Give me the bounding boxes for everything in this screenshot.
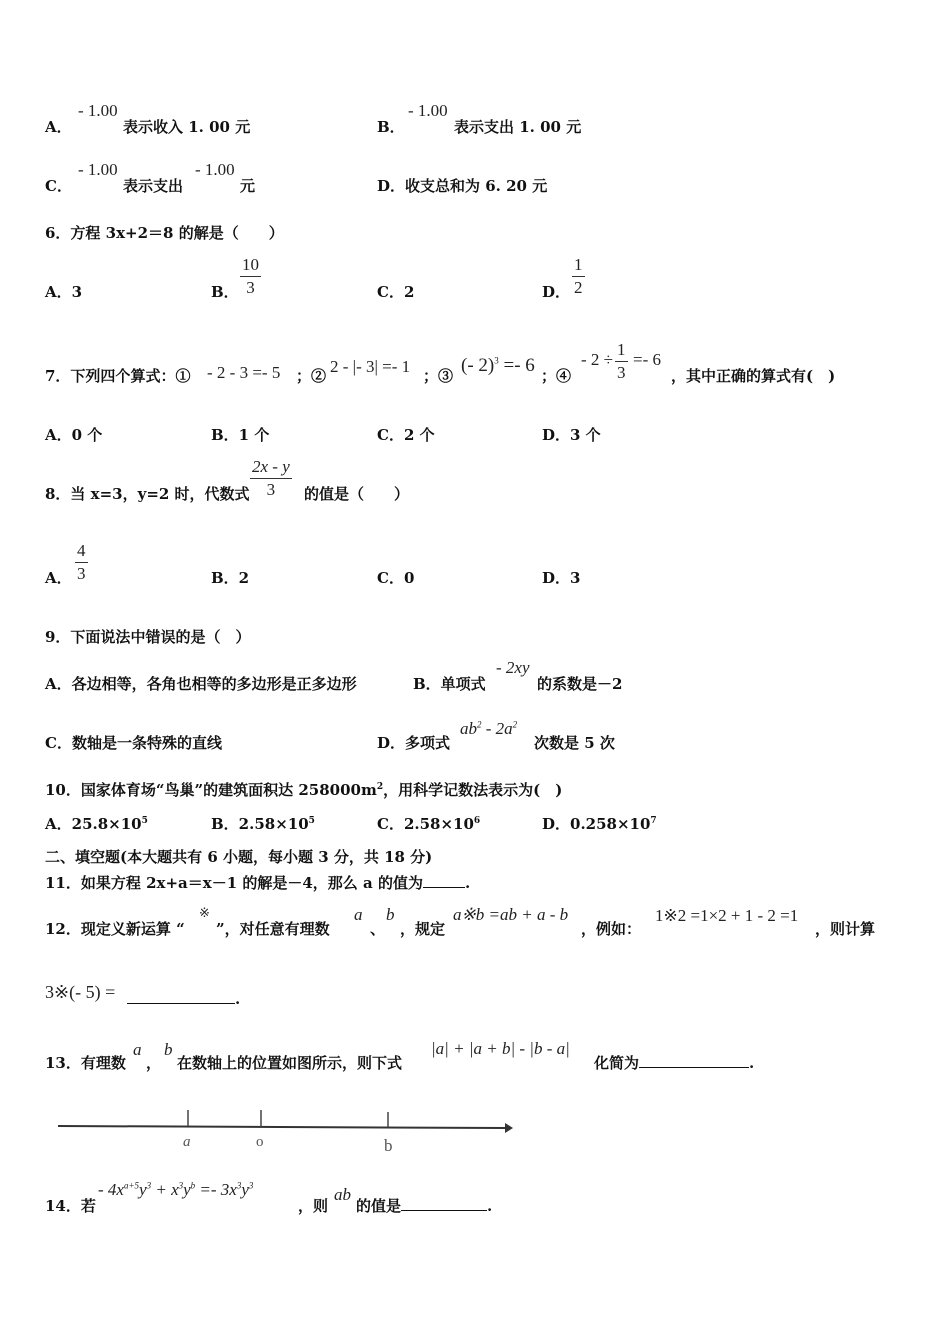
q14-expression-exp-6: 3: [248, 1180, 254, 1191]
q9-option-a: A．各边相等，各角也相等的多边形是正多边形: [45, 675, 357, 693]
q13-answer-blank[interactable]: [639, 1067, 749, 1068]
q7-expression-4-post: =- 6: [633, 350, 661, 369]
q5-option-c-label: C．: [45, 177, 72, 195]
q5-option-a-math: - 1.00: [78, 101, 118, 120]
q8-stem-start: 8．当 x=3，y=2 时，代数式: [45, 485, 250, 503]
q12-stem-pre: 12．现定义新运算 “: [45, 920, 185, 938]
q9-option-c: C．数轴是一条特殊的直线: [45, 734, 222, 752]
q6-option-d-label: D．: [542, 283, 571, 301]
q10-stem-pre: 10．国家体育场“鸟巢”的建筑面积达 258000m: [45, 781, 377, 799]
q6-option-d-numerator: 1: [572, 255, 585, 277]
q9-option-d-math-exp2: 2: [512, 719, 518, 730]
q11-stem: [45, 872, 470, 893]
q12-example: 1※2 =1×2 + 1 - 2 =1: [655, 906, 799, 925]
q7-expression-1: - 2 - 3 =- 5: [207, 363, 281, 382]
q9-option-b-pre: B．单项式: [413, 675, 486, 693]
q8-expression-fraction: [250, 457, 292, 500]
q10-option-d-base: D．0.258×10: [542, 815, 651, 833]
q7-expression-4-numerator: 1: [615, 340, 628, 362]
q7-expression-3-rest: =- 6: [498, 355, 535, 376]
q8-option-a-label: A．: [45, 569, 72, 587]
q7-sep-2: ；②: [296, 367, 327, 385]
number-line-diagram: [55, 1106, 525, 1156]
q7-stem-start: 7．下列四个算式：①: [45, 367, 191, 385]
q5-option-c-math: - 1.00: [78, 160, 118, 179]
q12-sep: 、: [370, 920, 386, 938]
q14-expression-lead: - 4x: [98, 1180, 124, 1199]
q14-answer-blank[interactable]: [401, 1210, 487, 1211]
q8-stem-end: 的值是（ ）: [304, 485, 410, 503]
q9-option-b-math: - 2xy: [496, 658, 530, 677]
q11-answer-blank[interactable]: [423, 887, 465, 888]
q12-rule: a※b =ab + a - b: [453, 905, 569, 924]
number-line-arrow: [505, 1123, 513, 1133]
q8-expression-denominator: 3: [266, 480, 276, 499]
q7-stem-end: ，其中正确的算式有( ): [671, 367, 836, 385]
q7-expression-2: 2 - |- 3| =- 1: [330, 357, 411, 376]
q7-sep-3: ；③: [423, 367, 454, 385]
q14-expression-exp-2: 3: [146, 1180, 152, 1191]
q12-answer-blank[interactable]: [127, 1003, 235, 1004]
q10-option-b-exp: 5: [308, 816, 315, 826]
q14-var: ab: [334, 1185, 351, 1204]
q7-option-c: C．2 个: [377, 426, 435, 444]
q7-option-d: D．3 个: [542, 426, 601, 444]
q14-expression: - $4x^{a+5}y^3 + x^3y^b =- 3x^3y^3$: [98, 1180, 254, 1199]
q10-option-b: [211, 813, 315, 834]
q13-var-b: b: [164, 1040, 173, 1059]
q12-stem-mid3: ，例如：: [581, 920, 642, 938]
q7-option-b: B．1 个: [211, 426, 270, 444]
q6-option-b-fraction: [240, 255, 261, 298]
q5-option-c-text2: 元: [240, 177, 256, 195]
q5-option-c-text1: 表示支出: [123, 177, 184, 195]
q6-option-b-label: B．: [211, 283, 239, 301]
q14-expression-exp-1: a+5: [123, 1180, 140, 1191]
q8-option-a-numerator: 4: [75, 541, 88, 563]
q14-expression-exp-4: b: [190, 1180, 196, 1191]
q7-expression-4-pre: - 2 ÷: [581, 350, 613, 369]
q10-option-c: [377, 813, 480, 834]
q6-option-b-denominator: 3: [246, 278, 255, 297]
q12-var-b: b: [386, 905, 395, 924]
q13-stem-end-text: 化简为: [594, 1054, 640, 1072]
q6-stem: 6．方程 3x+2＝8 的解是（ ）: [45, 224, 284, 242]
q10-option-a-base: A．25.8×10: [45, 815, 142, 833]
q13-stem-end: [594, 1052, 754, 1073]
q6-option-a: A．3: [45, 283, 83, 301]
section-2-heading: 二、填空题(本大题共有 6 小题，每小题 3 分，共 18 分): [45, 848, 433, 866]
label-b: b: [384, 1136, 393, 1155]
q5-option-c-math2: - 1.00: [195, 160, 235, 179]
q5-option-b-label: B．: [377, 118, 405, 136]
q11-stem-end: .: [464, 874, 471, 892]
q7-expression-4-denominator: 3: [617, 363, 626, 382]
q10-option-d: [542, 813, 657, 834]
q8-option-a-fraction: [75, 541, 88, 584]
q12-symbol: ※: [199, 905, 210, 920]
q10-option-b-base: B．2.58×10: [211, 815, 309, 833]
q13-stem-pre: 13．有理数: [45, 1054, 126, 1072]
q5-option-d-label: D．: [377, 177, 406, 195]
q8-option-d: D．3: [542, 569, 581, 587]
q9-option-b-post: 的系数是－2: [537, 675, 623, 693]
q7-expression-4-fraction: [615, 340, 628, 383]
q14-expression-exp-3: 3: [178, 1180, 184, 1191]
q9-option-d-math-term2: - 2a: [481, 719, 513, 738]
q8-expression-numerator: 2x - y: [250, 457, 292, 479]
q10-option-c-base: C．2.58×10: [377, 815, 474, 833]
q10-stem-post: ，用科学记数法表示为( ): [383, 781, 563, 799]
q12-stem-mid1: ”，对任意有理数: [216, 920, 330, 938]
q10-stem-exp: 2: [376, 782, 384, 792]
number-line-axis: [58, 1126, 505, 1128]
q14-stem-pre: 14．若: [45, 1197, 96, 1215]
q12-calc: 3※(- 5) =: [45, 982, 116, 1002]
q6-option-c: C．2: [377, 283, 415, 301]
q8-option-b: B．2: [211, 569, 250, 587]
q12-end: .: [235, 990, 241, 1008]
q9-option-d-math: [460, 719, 517, 739]
q14-expression-exp-5: 3: [236, 1180, 242, 1191]
q13-sep: ，: [146, 1054, 162, 1072]
q5-option-b-math: - 1.00: [408, 101, 448, 120]
q5-option-a-text: 表示收入 1. 00 元: [123, 118, 251, 136]
q14-stem-end-text: 的值是: [356, 1197, 402, 1215]
q13-stem-mid: 在数轴上的位置如图所示，则下式: [177, 1054, 403, 1072]
q9-stem: 9．下面说法中错误的是（ ）: [45, 628, 251, 646]
q14-stem-mid: ，则: [298, 1197, 329, 1215]
q12-answer-line: [127, 990, 240, 1008]
q7-sep-4: ；④: [541, 367, 572, 385]
q9-option-d-post: 次数是 5 次: [534, 734, 615, 752]
q10-option-a-exp: 5: [141, 816, 148, 826]
q10-stem: [45, 779, 562, 800]
q11-stem-text: 11．如果方程 2x+a＝x－1 的解是－4，那么 a 的值为: [45, 874, 423, 892]
q10-option-c-exp: 6: [473, 816, 481, 826]
q5-option-b-text: 表示支出 1. 00 元: [454, 118, 582, 136]
label-o: o: [256, 1134, 264, 1150]
q9-option-d-pre: D．多项式: [377, 734, 451, 752]
q7-option-a: A．0 个: [45, 426, 103, 444]
q12-stem-end: ，则计算: [815, 920, 876, 938]
q13-var-a: a: [133, 1040, 142, 1059]
q7-expression-3-base: (- 2): [461, 355, 495, 376]
q10-option-a: [45, 813, 148, 834]
q12-var-a: a: [354, 905, 363, 924]
q8-option-a-denominator: 3: [77, 564, 86, 583]
q6-option-d-denominator: 2: [574, 278, 583, 297]
q13-end: .: [749, 1054, 755, 1072]
q13-expression: |a| + |a + b| - |b - a|: [431, 1039, 570, 1058]
q5-option-d-text: 收支总和为 6. 20 元: [405, 177, 548, 195]
q9-option-d-math-term1: ab: [460, 719, 477, 738]
q5-option-a-label: A．: [45, 118, 72, 136]
q6-option-d-fraction: [572, 255, 585, 298]
q8-option-c: C．0: [377, 569, 415, 587]
q6-option-b-numerator: 10: [240, 255, 261, 277]
q14-end: .: [487, 1197, 493, 1215]
q10-option-d-exp: 7: [650, 816, 657, 826]
q9-option-d-math-exp1: 2: [477, 719, 482, 730]
q7-expression-3: [461, 355, 535, 377]
q14-stem-end: [356, 1195, 492, 1216]
q7-expression-3-exponent: 3: [494, 355, 499, 366]
q12-stem-mid2: ，规定: [400, 920, 446, 938]
label-a: a: [183, 1134, 191, 1150]
